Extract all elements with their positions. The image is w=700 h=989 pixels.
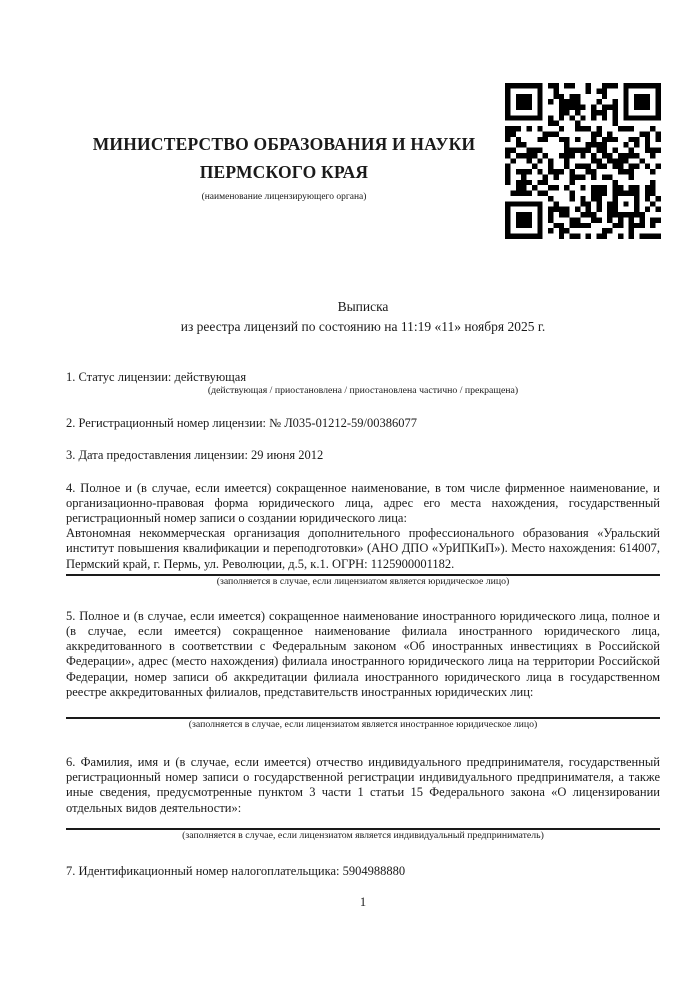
qr-code-icon — [505, 83, 661, 239]
ministry-line-2: ПЕРМСКОГО КРАЯ — [199, 161, 369, 182]
authority-caption: (наименование лицензирующего органа) — [201, 192, 367, 202]
item-text: 1. Статус лицензии: действующая — [66, 370, 247, 384]
item-caption: (заполняется в случае, если лицензиатом является иностранное юридическое лицо) — [188, 719, 538, 731]
item-foreign-entity — [66, 609, 660, 731]
document-title — [66, 297, 660, 337]
licensing-authority-name — [66, 131, 502, 186]
item-individual-entrepreneur — [66, 755, 660, 842]
item-text: 5. Полное и (в случае, если имеется) сокращенное наименование иностранного юридического лица, полное и (в случае, если имеется) сокращенное наименование филиала иностранного юридического лица, аккредитованного в соответствии с Федеральным законом «Об иностранных инвестициях в Российской Федерации», адрес (место нахождения) филиала иностранного юридического лица на территории Российской Федерации, номер записи об аккредитации филиала иностранного юридического лица в государственном реестре аккредитованных филиалов, представительств иностранных юридических лиц: — [66, 608, 660, 699]
item-text: 7. Идентификационный номер налогоплательщика: 5904988880 — [66, 863, 406, 878]
item-text: 3. Дата предоставления лицензии: 29 июня 2012 — [66, 448, 324, 463]
empty-value-line — [66, 700, 660, 715]
document-header — [66, 0, 502, 203]
item-caption: (заполняется в случае, если лицензиатом является юридическое лицо) — [216, 575, 510, 587]
document-body — [66, 370, 660, 879]
item-legal-entity-name — [66, 481, 660, 588]
item-registration-number — [66, 416, 660, 431]
item-caption: (действующая / приостановлена / приостановлена частично / прекращена) — [207, 385, 519, 397]
item-text: 2. Регистрационный номер лицензии: № Л035-01212-59/00386077 — [66, 416, 417, 431]
page-number: 1 — [359, 895, 367, 910]
item-license-date — [66, 448, 660, 463]
title-line-1: Выписка — [337, 299, 389, 314]
ministry-line-1: МИНИСТЕРСТВО ОБРАЗОВАНИЯ И НАУКИ — [92, 134, 476, 154]
item-value: Автономная некоммерческая организация дополнительного профессионального образования «Уральский институт повышения квалификации и переподготовки» (АНО ДПО «УрИПКиП»). Место нахождения: 614007, Пермский край, г. Пермь, ул. Революции, д.5, к.1. ОГРН: 1125900001182. — [66, 526, 660, 571]
item-caption: (заполняется в случае, если лицензиатом является индивидуальный предприниматель) — [182, 829, 544, 841]
item-license-status — [66, 370, 660, 397]
item-text: 6. Фамилия, имя и (в случае, если имеется) отчество индивидуального предпринимателя, государственный регистрационный номер записи о государственной регистрации индивидуального предпринимателя, а также иные сведения, предусмотренные пунктом 3 части 1 статьи 15 Федерального закона «О лицензировании отдельных видов деятельности»: — [66, 755, 660, 815]
item-taxpayer-number — [66, 864, 660, 879]
title-line-2: из реестра лицензий по состоянию на 11:19 «11» ноября 2025 г. — [180, 319, 546, 334]
item-text: 4. Полное и (в случае, если имеется) сокращенное наименование, в том числе фирменное наименование, и организационно-правовая форма юридического лица, адрес его места нахождения, государственный регистрационный номер записи о создании юридического лица: — [66, 480, 660, 526]
